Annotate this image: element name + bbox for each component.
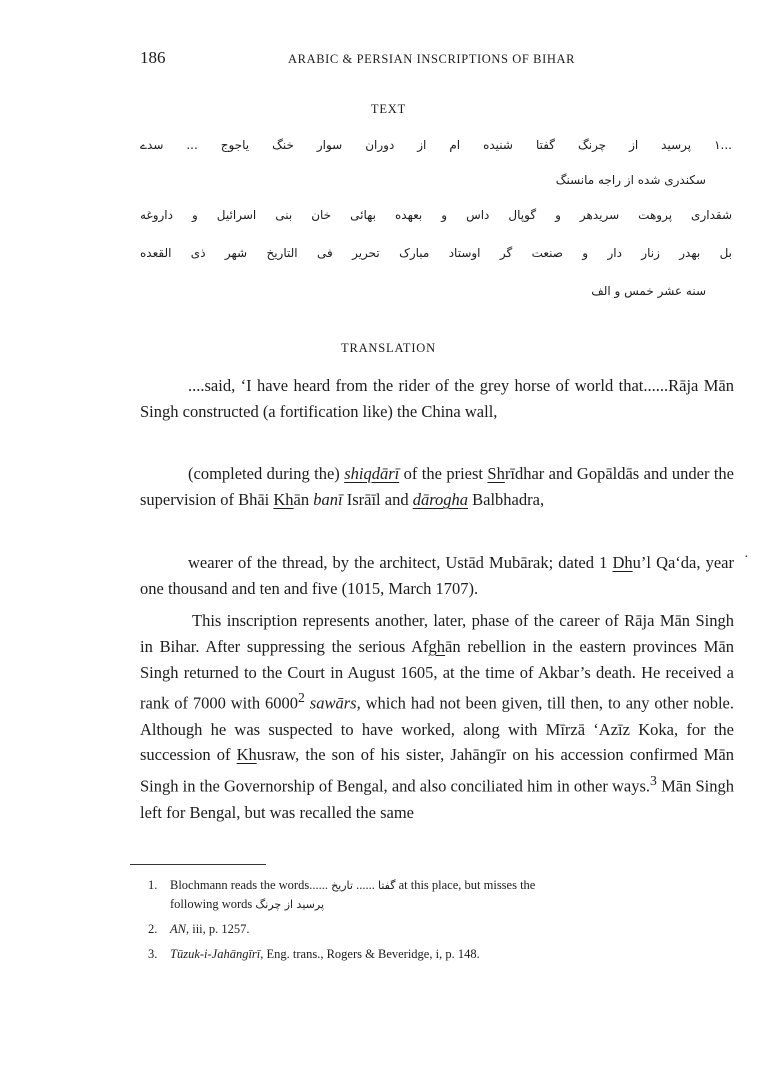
p2-term-bani: banī (313, 489, 343, 509)
translation-paragraph-3 (140, 550, 734, 602)
footnote-2-title: AN (170, 922, 186, 936)
footnote-1-text-4: following words (170, 897, 253, 911)
footnote-1-text-1: Blochmann reads the words...... (170, 878, 328, 892)
running-title: ARABIC & PERSIAN INSCRIPTIONS OF BIHAR (288, 52, 576, 66)
footnote-1-text-3: at this place, but misses the (398, 878, 536, 892)
p3-underlined-dh: Dh (612, 553, 633, 572)
footnote-1-arabic-2: تاریخ (331, 879, 353, 892)
margin-mark: · (744, 550, 749, 565)
translation-paragraph-2 (140, 461, 734, 513)
body-text-a: This inscription represents another, later, phase of the career of Rāja Mān Singh in Bihar. After suppressing the serious Af (140, 611, 734, 656)
footnote-1-number: 1. (148, 878, 158, 892)
body-text-c: ān rebellion in the eastern provinces Mān Singh returned to the Court in August 1605, at the time of Akbar’s death. He received a rank of 7000 with 6000 (140, 636, 734, 713)
footnote-2 (148, 920, 738, 939)
footnote-3 (148, 945, 738, 964)
p2-text-e: rīdhar and Gopāldās and under the supervision of Bhāi (140, 464, 735, 509)
footnote-ref-3: 3 (650, 773, 657, 789)
persian-line-5: سنه عشر خمس و الف (591, 284, 706, 298)
footnote-divider (130, 864, 266, 865)
footnote-2-text: , iii, p. 1257. (185, 922, 250, 936)
body-text-k: Mān Singh left for Bengal, but was recalled the same (140, 776, 734, 822)
page-number: 186 (140, 48, 166, 67)
body-text-g: which had not been given, till then, to any other noble. Although he was suspected to have worked, along with Mīrzā ‘Azīz Koka, for the succession of (140, 693, 735, 765)
persian-line-3: شقداری پروهت سریدهر و گوپال داس و بعهده بهائی خان بنی اسرائیل و داروغه (140, 208, 732, 222)
p3-text-a: wearer of the thread, by the architect, Ustād Mubārak; dated 1 (188, 553, 613, 572)
translation-paragraph-1 (140, 373, 734, 425)
footnote-1 (148, 876, 738, 914)
persian-line-4: بل بهدر زنار دار و صنعت گر اوستاد مبارک تحریر فی التاریخ شهر ذی القعده (140, 246, 732, 260)
p2-underlined-kh: Kh (273, 489, 294, 509)
body-underlined-gh: gh (428, 636, 446, 656)
persian-line-1: ...۱ پرسید از چرنگ گفتا شنیده ام از دوران سوار خنگ یاجوج ... سدے (140, 138, 732, 152)
p2-text-c: of the priest (399, 464, 488, 483)
p2-text-k: Balbhadra, (468, 489, 545, 509)
footnote-1-arabic-3: پرسید از چرنگ (255, 898, 324, 911)
footnote-1-text-2: ...... (356, 878, 375, 892)
p2-text-i: Isrāīl and (342, 489, 413, 509)
p3-text-c: u’l Qa‘da, year one thousand and ten and five (1015, March 1707). (140, 553, 735, 598)
footnote-1-arabic-1: گفتا (377, 879, 396, 892)
footnote-2-number: 2. (148, 922, 158, 936)
footnote-ref-2: 2 (298, 690, 305, 706)
p2-term-darogha: dārogha (412, 489, 469, 509)
footnote-3-title: Tūzuk-i-Jahāngīrī (170, 947, 261, 961)
footnote-3-text: , Eng. trans., Rogers & Beveridge, i, p. 148. (260, 947, 480, 961)
p2-term-shiqdari: shiqdārī (344, 464, 400, 483)
body-text-i: usraw, the son of his sister, Jahāngīr on his accession confirmed Mān Singh in the Governorship of Bengal, and also conciliated him in other ways. (140, 745, 734, 796)
persian-line-2: سکندری شده از راجه مانسنگ (555, 173, 706, 187)
body-paragraph (140, 608, 734, 825)
body-underlined-kh: Kh (236, 745, 257, 765)
p2-text-g: ān (293, 489, 314, 509)
p2-text-a: (completed during the) (188, 464, 345, 483)
body-term-sawars: sawārs, (309, 693, 361, 713)
footnote-3-number: 3. (148, 947, 158, 961)
page-header (140, 48, 740, 72)
translation-p1-text: ....said, ‘I have heard from the rider of the grey horse of world that......Rāja Mān Singh constructed (a fortification like) the China wall, (140, 376, 734, 421)
translation-heading: TRANSLATION (341, 341, 436, 355)
text-heading: TEXT (370, 102, 407, 116)
p2-underlined-sh: Sh (487, 464, 505, 483)
